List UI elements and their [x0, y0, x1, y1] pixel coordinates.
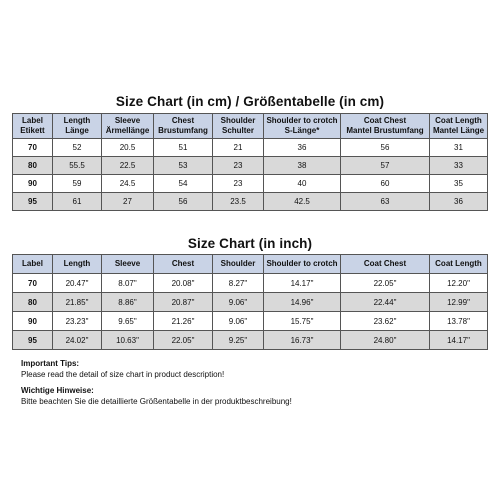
- table-cell: 63: [341, 193, 430, 211]
- column-header: Shoulder to crotch S-Länge*: [264, 113, 341, 139]
- table-cell: 24.02": [53, 331, 102, 350]
- table-cell: 12.99": [430, 293, 488, 312]
- table-cell: 36: [430, 193, 488, 211]
- table-row: [12, 193, 488, 211]
- table-cell: 14.17": [430, 331, 488, 350]
- wichtige-hinweise: [21, 385, 292, 407]
- table-cell: 95: [12, 331, 53, 350]
- table-cell: 56: [341, 139, 430, 157]
- table-cell: 61: [53, 193, 102, 211]
- table-cell: 38: [264, 157, 341, 175]
- size-chart-cm-title: Size Chart (in cm) / Größentabelle (in cm): [115, 94, 385, 109]
- table-cell: 9.65": [102, 312, 154, 331]
- table-header-row: [12, 254, 488, 274]
- tips-text-de: Bitte beachten Sie die detaillierte Größentabelle in der produktbeschreibung!: [21, 397, 292, 406]
- table-row: [12, 274, 488, 293]
- table-cell: 60: [341, 175, 430, 193]
- tips-text-en: Please read the detail of size chart in product description!: [21, 370, 225, 379]
- table-cell: 23: [213, 157, 264, 175]
- table-cell: 20.5: [102, 139, 154, 157]
- table-cell: 8.07": [102, 274, 154, 293]
- table-cell: 59: [53, 175, 102, 193]
- table-cell: 40: [264, 175, 341, 193]
- column-header: Coat Length Mantel Länge: [430, 113, 488, 139]
- table-cell: 42.5: [264, 193, 341, 211]
- table-cell: 9.06": [213, 293, 264, 312]
- table-cell: 12.20": [430, 274, 488, 293]
- table-cell: 23.5: [213, 193, 264, 211]
- table-cell: 23.62": [341, 312, 430, 331]
- size-chart-inch-title: Size Chart (in inch): [187, 236, 313, 251]
- table-row: [12, 312, 488, 331]
- table-cell: 53: [154, 157, 213, 175]
- table-cell: 22.44": [341, 293, 430, 312]
- column-header: Sleeve: [102, 254, 154, 274]
- table-cell: 20.08": [154, 274, 213, 293]
- table-row: [12, 157, 488, 175]
- table-row: [12, 139, 488, 157]
- table-cell: 23: [213, 175, 264, 193]
- table-cell: 51: [154, 139, 213, 157]
- table-cell: 9.25": [213, 331, 264, 350]
- column-header: Shoulder Schulter: [213, 113, 264, 139]
- table-cell: 10.63": [102, 331, 154, 350]
- table-cell: 14.17": [264, 274, 341, 293]
- table-cell: 35: [430, 175, 488, 193]
- table-cell: 80: [12, 293, 53, 312]
- table-cell: 22.5: [102, 157, 154, 175]
- column-header: Length: [53, 254, 102, 274]
- table-cell: 8.27": [213, 274, 264, 293]
- tips-heading-en: Important Tips:: [21, 359, 80, 368]
- table-cell: 55.5: [53, 157, 102, 175]
- table-cell: 13.78": [430, 312, 488, 331]
- table-cell: 90: [12, 312, 53, 331]
- table-cell: 8.86": [102, 293, 154, 312]
- tips-heading-de: Wichtige Hinweise:: [21, 386, 94, 395]
- table-cell: 27: [102, 193, 154, 211]
- column-header: Coat Chest: [341, 254, 430, 274]
- table-cell: 33: [430, 157, 488, 175]
- table-cell: 80: [12, 157, 53, 175]
- table-cell: 20.47": [53, 274, 102, 293]
- table-cell: 56: [154, 193, 213, 211]
- table-row: [12, 175, 488, 193]
- table-cell: 23.23": [53, 312, 102, 331]
- table-cell: 31: [430, 139, 488, 157]
- table-cell: 14.96": [264, 293, 341, 312]
- table-header-row: [12, 113, 488, 139]
- column-header: Shoulder: [213, 254, 264, 274]
- table-cell: 22.05": [341, 274, 430, 293]
- column-header: Coat Chest Mantel Brustumfang: [341, 113, 430, 139]
- table-cell: 21: [213, 139, 264, 157]
- table-cell: 95: [12, 193, 53, 211]
- table-cell: 70: [12, 274, 53, 293]
- table-cell: 57: [341, 157, 430, 175]
- table-cell: 21.85": [53, 293, 102, 312]
- table-row: [12, 331, 488, 350]
- column-header: Shoulder to crotch: [264, 254, 341, 274]
- table-cell: 54: [154, 175, 213, 193]
- table-cell: 22.05": [154, 331, 213, 350]
- table-cell: 16.73": [264, 331, 341, 350]
- important-tips: [21, 358, 224, 380]
- column-header: Label Etikett: [12, 113, 53, 139]
- table-cell: 15.75": [264, 312, 341, 331]
- column-header: Sleeve Ärmellänge: [102, 113, 154, 139]
- table-cell: 70: [12, 139, 53, 157]
- table-cell: 52: [53, 139, 102, 157]
- column-header: Label: [12, 254, 53, 274]
- column-header: Chest: [154, 254, 213, 274]
- column-header: Chest Brustumfang: [154, 113, 213, 139]
- table-cell: 20.87": [154, 293, 213, 312]
- table-cell: 21.26": [154, 312, 213, 331]
- column-header: Length Länge: [53, 113, 102, 139]
- table-cell: 36: [264, 139, 341, 157]
- size-chart-inch-table: [12, 254, 488, 350]
- table-cell: 24.80": [341, 331, 430, 350]
- table-cell: 90: [12, 175, 53, 193]
- size-chart-cm-table: [12, 113, 488, 211]
- table-cell: 9.06": [213, 312, 264, 331]
- table-cell: 24.5: [102, 175, 154, 193]
- table-row: [12, 293, 488, 312]
- column-header: Coat Length: [430, 254, 488, 274]
